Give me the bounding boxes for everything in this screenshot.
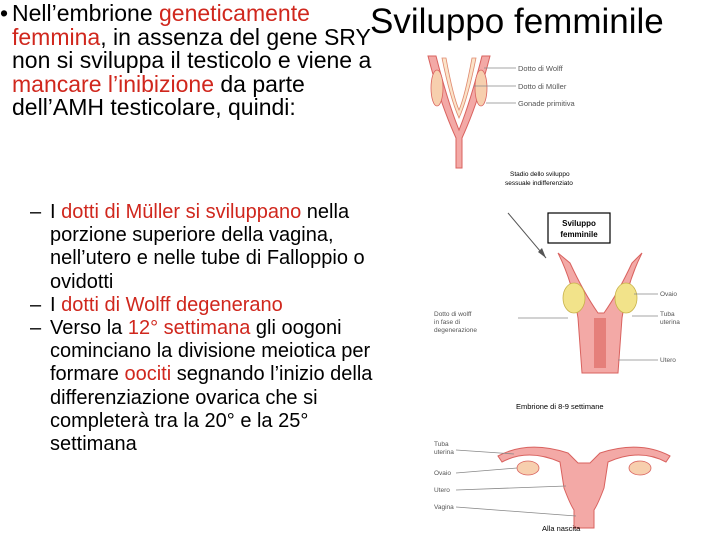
dash-icon: –: [30, 317, 42, 340]
text-segment: I: [50, 293, 62, 316]
text-segment: Verso la: [50, 317, 128, 340]
label-wolff-degenerating-3: degenerazione: [434, 327, 478, 334]
label-tube-2: uterina: [660, 319, 680, 326]
text-segment: I: [50, 201, 62, 223]
caption-at-birth: Alla nascita: [542, 524, 581, 533]
at-birth-drawing: [456, 447, 670, 528]
label-primitive-gonad: Gonade primitiva: [518, 99, 575, 108]
label-tube: Tuba: [660, 311, 675, 318]
bullet-icon: •: [0, 0, 9, 26]
text-segment: Nell’embrione: [12, 0, 160, 26]
text-segment: da parte dell’AMH testicolare, quindi:: [12, 70, 305, 120]
anatomy-figure: [418, 48, 720, 538]
dash-icon: –: [30, 293, 42, 316]
slide-title: Sviluppo femminile: [370, 2, 664, 41]
highlight-text: dotti di Müller si sviluppano: [61, 201, 302, 223]
text-segment: , in assenza del gene SRY non si sviluppa il testicolo e viene a: [12, 23, 372, 73]
label-birth-tube-2: uterina: [434, 449, 454, 456]
label-wolff-degenerating: Dotto di wolff: [434, 311, 472, 318]
sub-bullet-list: [30, 201, 380, 456]
label-birth-vagina: Vagina: [434, 504, 454, 511]
label-wolff-degenerating-2: in fase di: [434, 319, 461, 326]
female-development-box: [548, 213, 610, 243]
label-muller-duct: Dotto di Müller: [518, 82, 567, 91]
dash-icon: –: [30, 201, 42, 223]
highlight-text: 12° settimana: [127, 317, 251, 340]
highlight-text: dotti di Wolff degenerano: [61, 293, 283, 316]
text-segment: nella porzione superiore della vagina, nell’utero e nelle tube di Falloppio o ovidotti: [50, 201, 365, 293]
reproductive-development-illustration: [418, 48, 720, 538]
box-label-2: femminile: [560, 230, 598, 239]
box-label-1: Sviluppo: [562, 219, 596, 228]
text-segment: gli oogoni cominciano la divisione meiotica per formare: [50, 317, 371, 386]
sub-bullet: [30, 201, 380, 294]
sub-bullet: [30, 294, 380, 317]
highlight-text: geneticamente femmina: [12, 0, 310, 50]
text-segment: segnando l’inizio della differenziazione ovarica che si completerà tra la 20° e la 25° settimana: [50, 363, 373, 456]
label-stage-2: sessuale indifferenziato: [505, 180, 573, 187]
label-stage-1: Stadio dello sviluppo: [510, 171, 570, 178]
label-ovary: Ovaio: [660, 291, 677, 298]
highlight-text: mancare l’inibizione: [12, 70, 214, 97]
label-birth-tube: Tuba: [434, 441, 449, 448]
caption-8-9-weeks: Embrione di 8-9 settimane: [516, 402, 604, 411]
label-wolff-duct: Dotto di Wolff: [518, 64, 563, 73]
label-uterus: Utero: [660, 357, 676, 364]
main-bullet-text: [12, 2, 382, 120]
label-birth-ovary: Ovaio: [434, 470, 451, 477]
embryo-8-9-weeks-drawing: [518, 253, 658, 373]
highlight-text: oociti: [124, 363, 172, 386]
sub-bullet: [30, 317, 380, 456]
indifferent-stage-drawing: [428, 56, 516, 168]
label-birth-uterus: Utero: [434, 487, 450, 494]
